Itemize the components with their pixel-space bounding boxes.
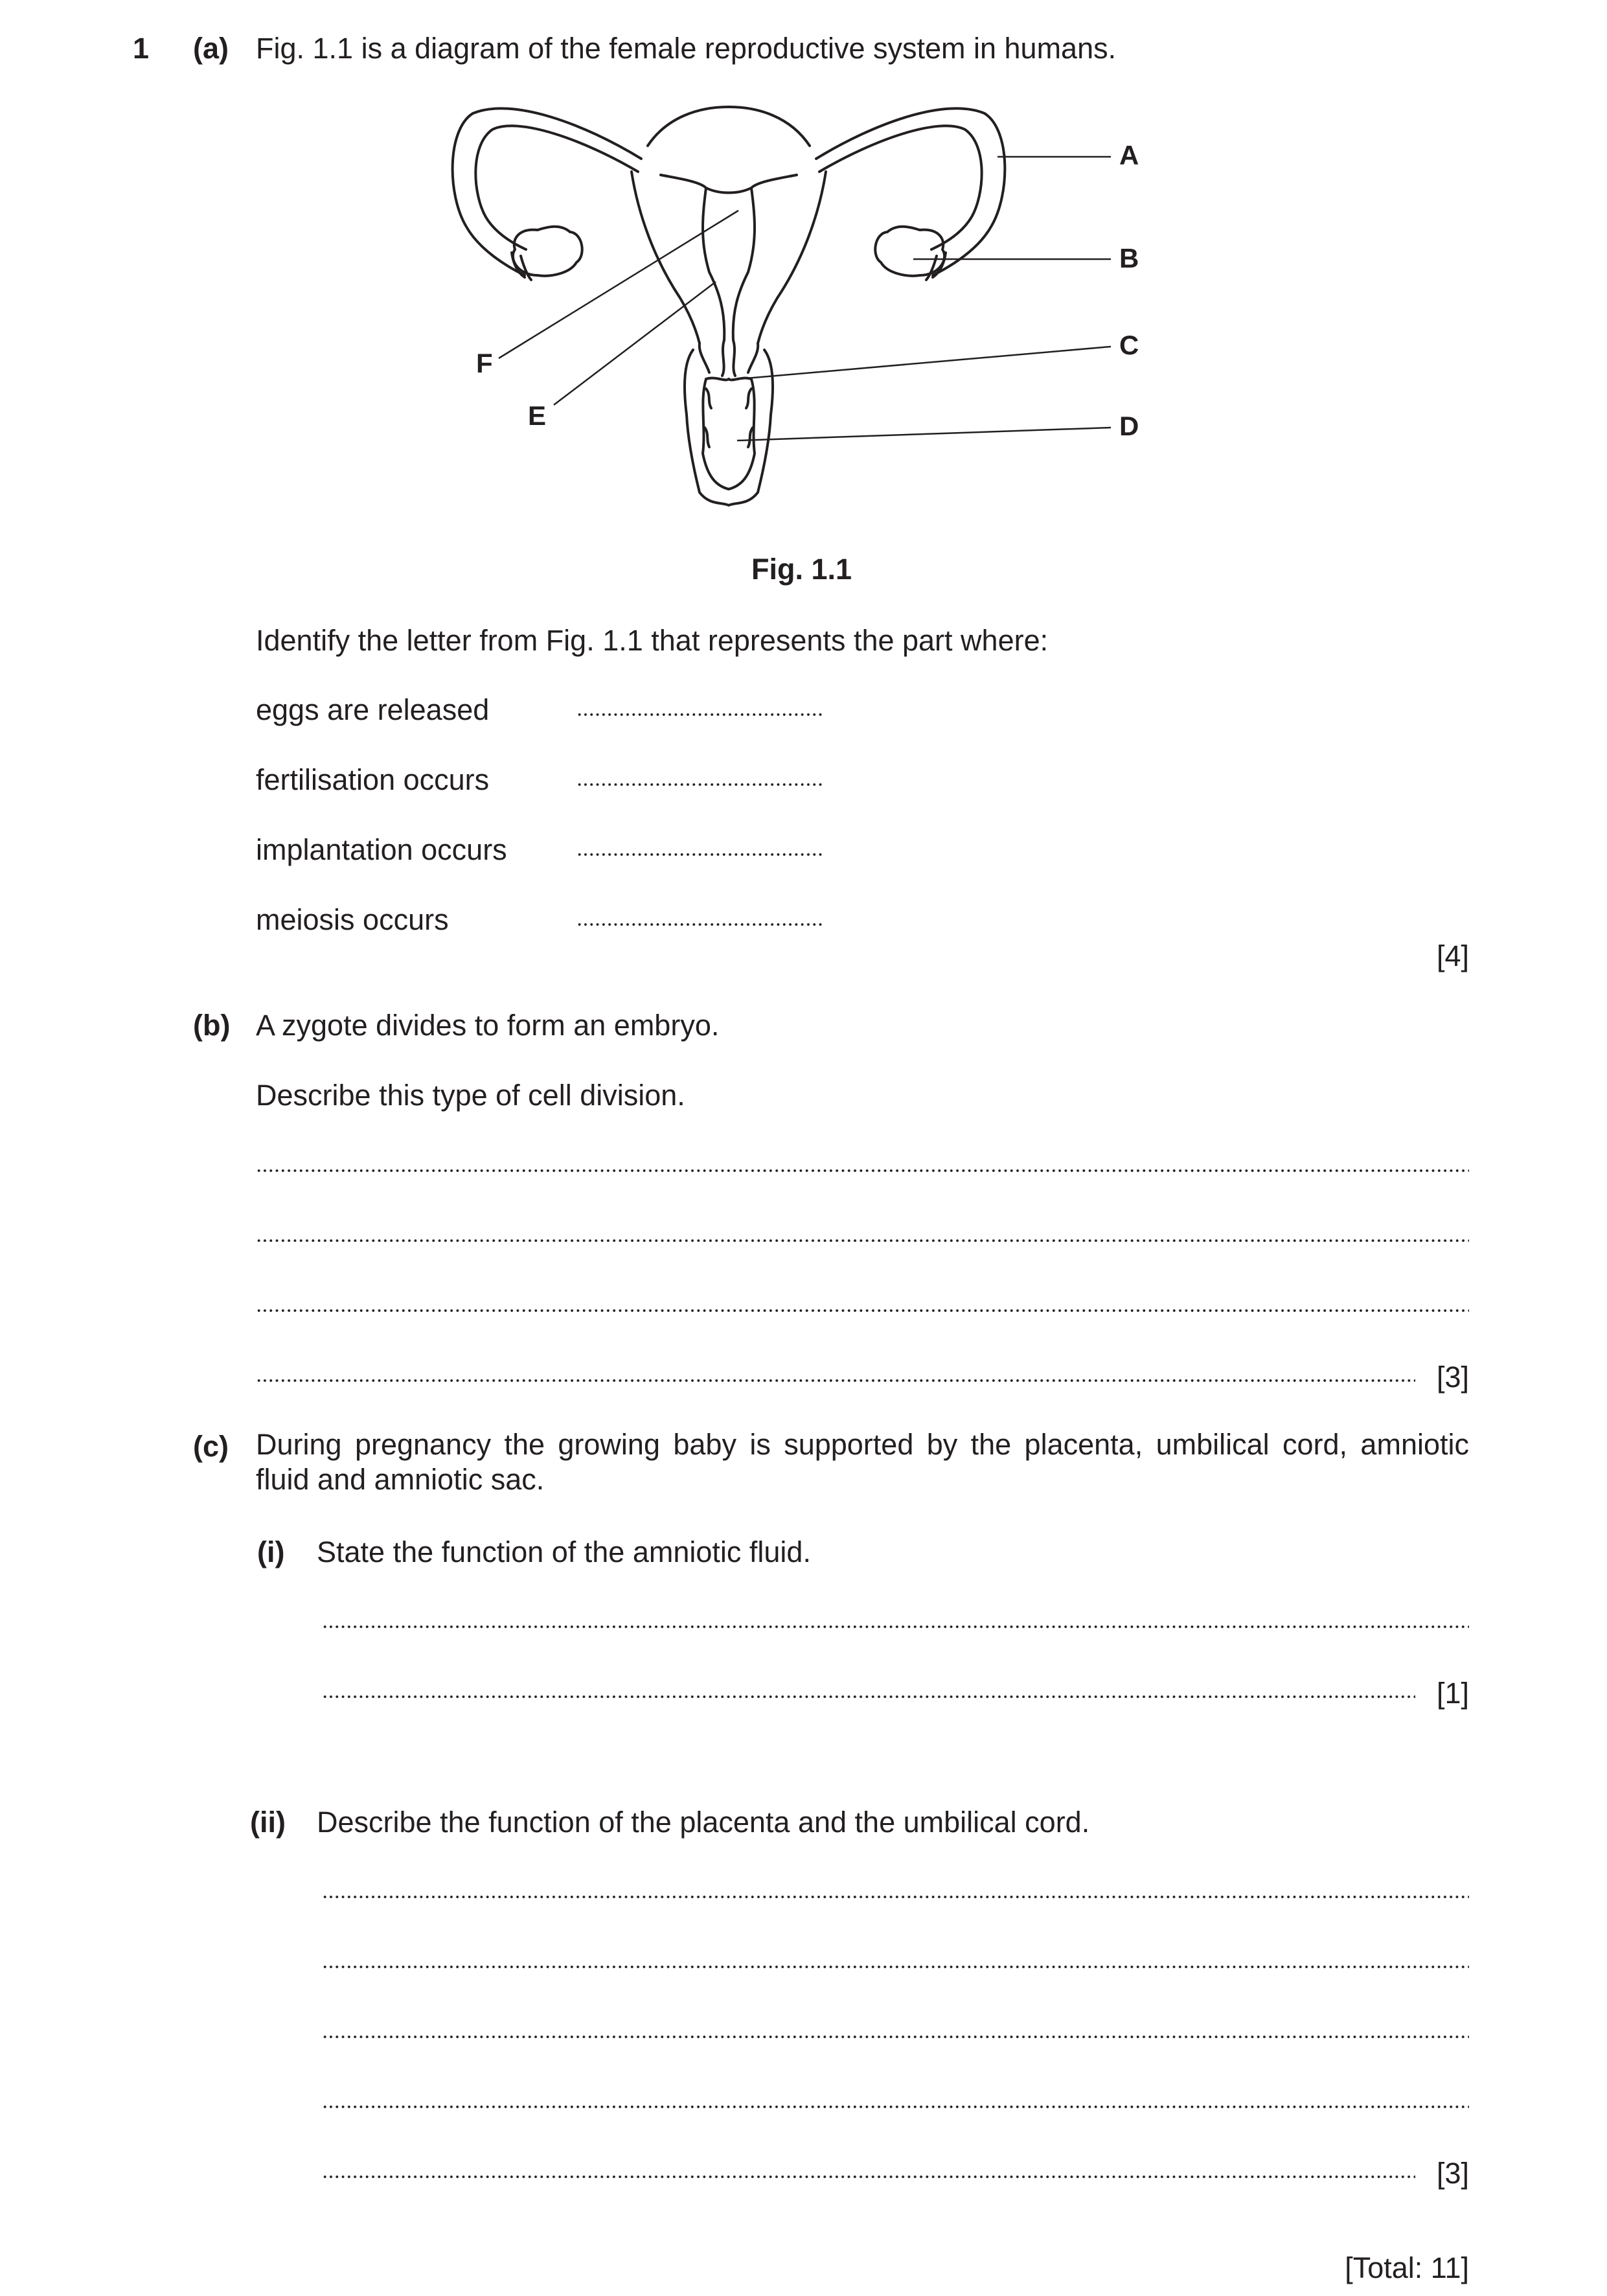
answer-line-c-ii-2[interactable]: [322, 1965, 1469, 1969]
vagina-outer: [685, 350, 773, 505]
item-implantation: implantation occurs: [256, 833, 507, 866]
cervix: [700, 340, 758, 376]
part-b-label: (b): [193, 1009, 231, 1042]
label-f: F: [476, 348, 493, 378]
right-fimbriae: [926, 253, 946, 280]
item-fertilisation: fertilisation occurs: [256, 763, 490, 796]
part-b-marks: [3]: [1436, 1360, 1469, 1394]
item-meiosis: meiosis occurs: [256, 903, 449, 936]
leader-line-c: [738, 347, 1111, 379]
part-c-ii-label: (ii): [250, 1806, 286, 1839]
label-e: E: [528, 400, 547, 431]
left-oviduct-outer: [453, 108, 641, 275]
part-a-intro: Fig. 1.1 is a diagram of the female reproductive system in humans.: [256, 32, 1117, 65]
figure-caption: Fig. 1.1: [751, 553, 852, 586]
answer-line-c-ii-4[interactable]: [322, 2105, 1469, 2109]
part-b-statement: A zygote divides to form an embryo.: [256, 1009, 720, 1042]
uterus-left-wall: [632, 172, 700, 343]
answer-line-c-i-2[interactable]: [322, 1695, 1415, 1699]
left-ovary: [513, 227, 582, 276]
label-b: B: [1119, 243, 1139, 273]
answer-line-implantation[interactable]: [576, 853, 823, 856]
part-a-marks: [4]: [1436, 939, 1469, 972]
answer-line-c-ii-5[interactable]: [322, 2175, 1415, 2179]
part-a-label: (a): [193, 32, 229, 65]
leader-line-e: [554, 282, 716, 405]
part-c-i-question: State the function of the amniotic fluid.: [317, 1535, 811, 1568]
part-c-ii-marks: [3]: [1436, 2157, 1469, 2190]
uterus-fundus: [648, 107, 810, 146]
part-c-label: (c): [193, 1430, 229, 1463]
answer-line-fertilisation[interactable]: [576, 783, 823, 786]
reproductive-system-diagram: [447, 91, 1166, 518]
part-c-ii-question: Describe the function of the placenta and the umbilical cord.: [317, 1806, 1090, 1839]
figure-female-reproductive-system: [447, 91, 1166, 518]
leader-line-f: [499, 211, 738, 358]
answer-line-b-2[interactable]: [256, 1239, 1469, 1243]
answer-line-b-1[interactable]: [256, 1169, 1469, 1173]
answer-line-eggs-released[interactable]: [576, 713, 823, 717]
part-a-instruction: Identify the letter from Fig. 1.1 that represents the part where:: [256, 624, 1049, 657]
vagina-inner: [703, 378, 755, 489]
uterine-cavity: [661, 175, 797, 340]
part-b-question: Describe this type of cell division.: [256, 1079, 685, 1112]
part-c-intro: During pregnancy the growing baby is supported by the placenta, umbilical cord, amniotic fluid and amniotic sac.: [256, 1428, 1469, 1496]
answer-line-meiosis[interactable]: [576, 923, 823, 926]
answer-line-b-4[interactable]: [256, 1379, 1415, 1383]
total-marks: [Total: 11]: [1345, 2251, 1469, 2284]
part-c-i-marks: [1]: [1436, 1677, 1469, 1710]
leader-line-d: [737, 428, 1111, 441]
answer-line-b-3[interactable]: [256, 1309, 1469, 1313]
label-d: D: [1119, 411, 1139, 441]
right-ovary: [875, 227, 944, 276]
part-c-i-label: (i): [257, 1535, 285, 1568]
answer-line-c-i-1[interactable]: [322, 1625, 1469, 1629]
question-number: 1: [133, 32, 150, 65]
answer-line-c-ii-3[interactable]: [322, 2035, 1469, 2039]
left-fimbriae: [512, 253, 531, 280]
answer-line-c-ii-1[interactable]: [322, 1895, 1469, 1899]
vagina-folds: [705, 389, 753, 447]
right-oviduct-outer: [816, 108, 1005, 275]
item-eggs-released: eggs are released: [256, 693, 490, 726]
uterus-right-wall: [758, 172, 826, 343]
label-c: C: [1119, 330, 1139, 360]
label-a: A: [1119, 140, 1139, 170]
